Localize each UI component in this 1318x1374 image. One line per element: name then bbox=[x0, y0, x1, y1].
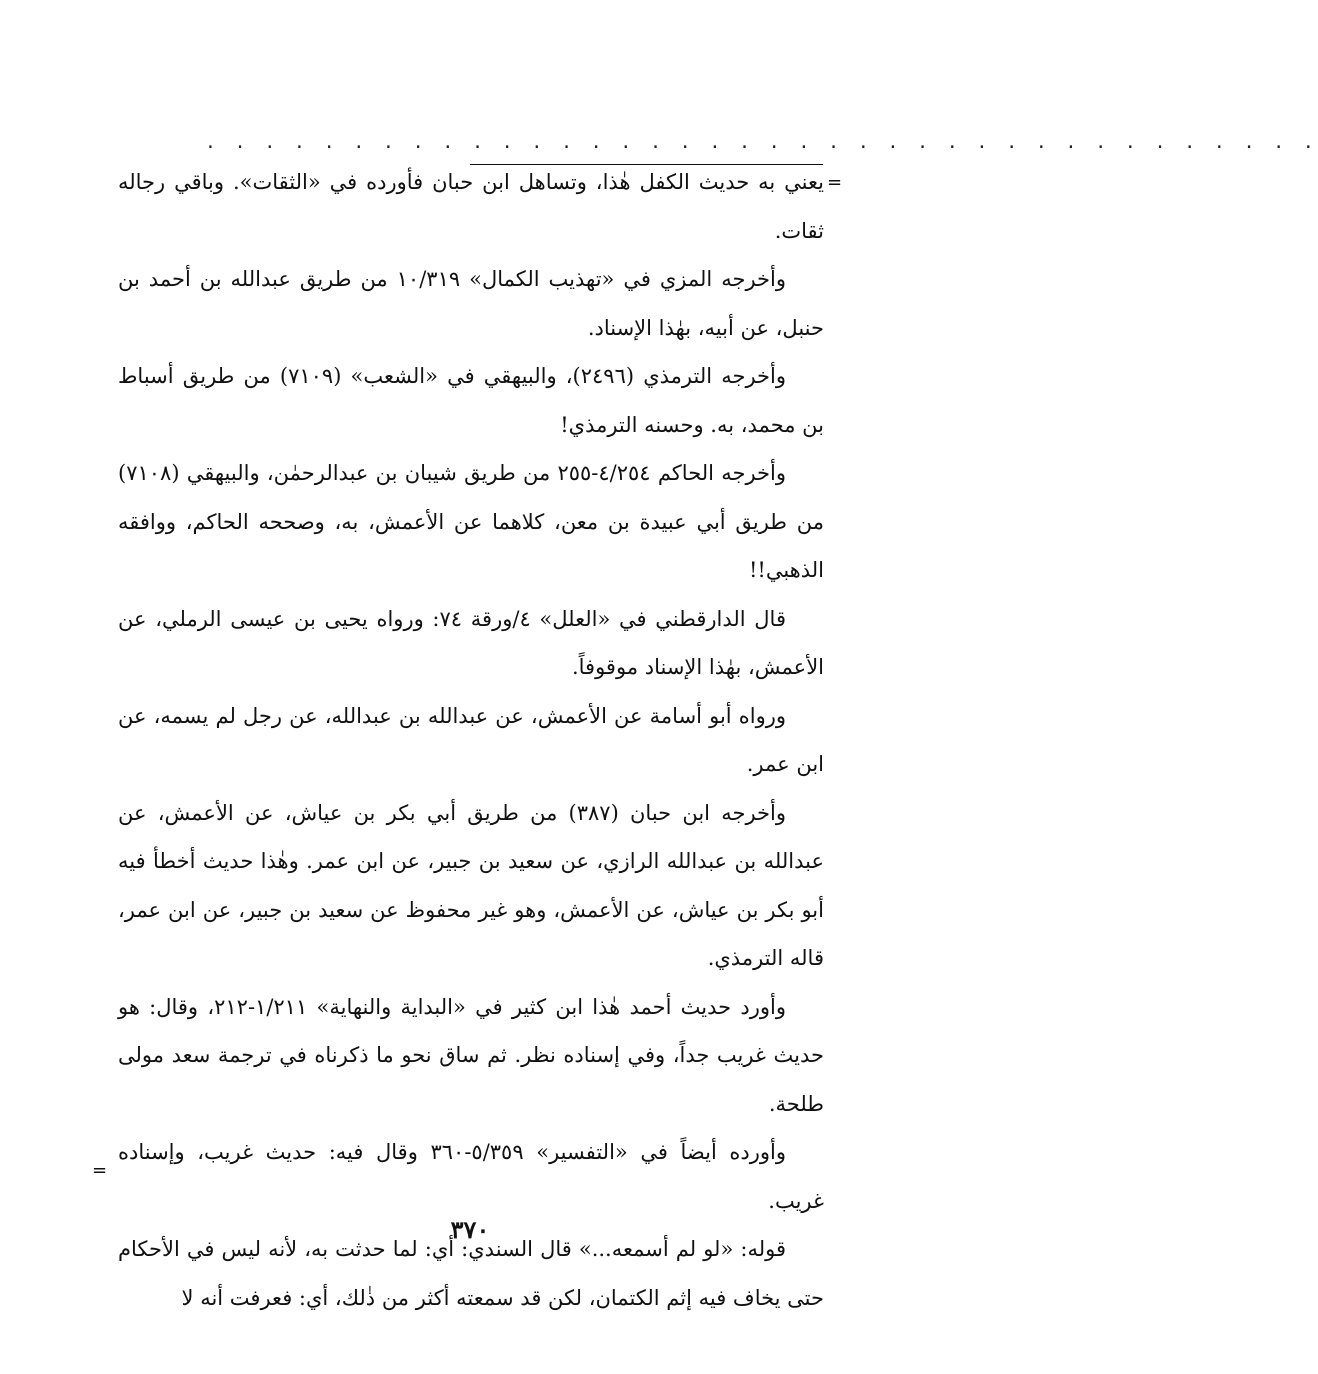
continuation-mark-end: = bbox=[92, 1160, 108, 1181]
continuation-mark-start: = bbox=[827, 172, 843, 193]
footnote-paragraph: وأخرجه ابن حبان (٣٨٧) من طريق أبي بكر بن عياش، عن الأعمش، عن عبدالله بن عبدالله الرازي، عن سعيد بن جبير، عن ابن عمر. وهٰذا حديث أخطأ فيه أبو بكر بن عياش، عن الأعمش، وهو غير محفوظ عن سعيد بن جبير، عن ابن عمر، قاله الترمذي. bbox=[118, 800, 824, 970]
footnote-paragraph: وأخرجه الحاكم ٤/٢٥٤-٢٥٥ من طريق شيبان بن عبدالرحمٰن، والبيهقي (٧١٠٨) من طريق أبي عبيدة بن معن، كلاهما عن الأعمش، به، وصححه الحاكم، ووافقه الذهبي!! bbox=[118, 461, 824, 582]
footnote-paragraph: وأخرجه الترمذي (٢٤٩٦)، والبيهقي في «الشعب» (٧١٠٩) من طريق أسباط بن محمد، به. وحسنه الترمذي! bbox=[118, 364, 824, 437]
footnote-paragraph: قوله: «لو لم أسمعه...» قال السندي: أي: لما حدثت به، لأنه ليس في الأحكام حتى يخاف فيه إثم الكتمان، لكن قد سمعته أكثر من ذٰلك، أي: فعرفت أنه لا bbox=[118, 1237, 824, 1310]
footnote-paragraph: وأورده أيضاً في «التفسير» ٥/٣٥٩-٣٦٠ وقال فيه: حديث غريب، وإسناده غريب. bbox=[118, 1140, 824, 1213]
page-number: ٣٧٠ bbox=[450, 1215, 490, 1244]
footnote-paragraph: وأورد حديث أحمد هٰذا ابن كثير في «البداية والنهاية» ١/٢١١-٢١٢، وقال: هو حديث غريب جداً، وفي إسناده نظر. ثم ساق نحو ما ذكرناه في ترجمة سعد مولى طلحة. bbox=[118, 994, 824, 1116]
footnote-paragraph: يعني به حديث الكفل هٰذا، وتساهل ابن حبان فأورده في «الثقات». وباقي رجاله ثقات. bbox=[118, 170, 824, 243]
footnote-text bbox=[118, 158, 824, 1322]
dotted-separator: . . . . . . . . . . . . . . . . . . . . . . . . . . . . . . . . . . . . . . bbox=[205, 132, 1318, 153]
footnote-paragraph: وأخرجه المزي في «تهذيب الكمال» ١٠/٣١٩ من طريق عبدالله بن أحمد بن حنبل، عن أبيه، بهٰذا الإسناد. bbox=[118, 267, 824, 340]
footnote-paragraph: قال الدارقطني في «العلل» ٤/ورقة ٧٤: ورواه يحيى بن عيسى الرملي، عن الأعمش، بهٰذا الإسناد موقوفاً. bbox=[118, 606, 824, 679]
footnote-paragraph: ورواه أبو أسامة عن الأعمش، عن عبدالله بن عبدالله، عن رجل لم يسمه، عن ابن عمر. bbox=[118, 703, 824, 776]
